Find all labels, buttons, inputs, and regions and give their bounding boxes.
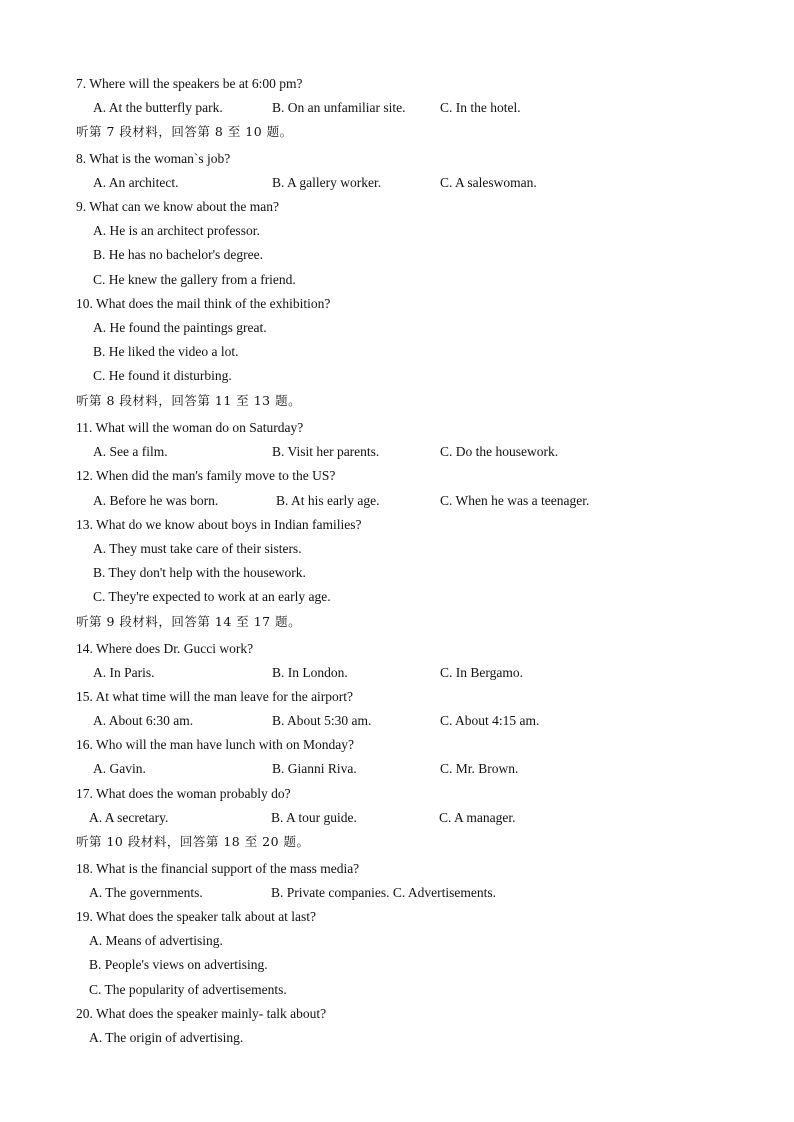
question-15: 15. At what time will the man leave for the airport? xyxy=(76,689,354,704)
section-heading-9: 听第 9 段材料，回答第 14 至 17 题。 xyxy=(76,614,302,629)
option-17a: A. A secretary. xyxy=(89,810,169,825)
option-8a: A. An architect. xyxy=(93,175,179,190)
option-20a: A. The origin of advertising. xyxy=(89,1030,244,1045)
option-19c: C. The popularity of advertisements. xyxy=(89,982,287,997)
option-19a: A. Means of advertising. xyxy=(89,933,223,948)
question-13: 13. What do we know about boys in Indian families? xyxy=(76,517,362,532)
option-10c: C. He found it disturbing. xyxy=(93,368,232,383)
section-heading-10: 听第 10 段材料，回答第 18 至 20 题。 xyxy=(76,834,310,849)
question-17: 17. What does the woman probably do? xyxy=(76,786,291,801)
question-18: 18. What is the financial support of the mass media? xyxy=(76,861,360,876)
question-9: 9. What can we know about the man? xyxy=(76,199,279,214)
question-16: 16. Who will the man have lunch with on Monday? xyxy=(76,737,354,752)
option-14b: B. In London. xyxy=(272,665,348,680)
option-14c: C. In Bergamo. xyxy=(440,665,523,680)
option-16b: B. Gianni Riva. xyxy=(272,761,357,776)
section-heading-8: 听第 8 段材料，回答第 11 至 13 题。 xyxy=(76,393,302,408)
option-11b: B. Visit her parents. xyxy=(272,444,380,459)
option-10b: B. He liked the video a lot. xyxy=(93,344,239,359)
option-16c: C. Mr. Brown. xyxy=(440,761,519,776)
option-13b: B. They don't help with the housework. xyxy=(93,565,306,580)
option-15c: C. About 4:15 am. xyxy=(440,713,540,728)
option-11a: A. See a film. xyxy=(93,444,168,459)
option-18a: A. The governments. xyxy=(89,885,203,900)
question-8: 8. What is the woman`s job? xyxy=(76,151,231,166)
question-19: 19. What does the speaker talk about at last? xyxy=(76,909,317,924)
question-12: 12. When did the man's family move to the US? xyxy=(76,468,336,483)
question-20: 20. What does the speaker mainly- talk about? xyxy=(76,1006,327,1021)
option-18bc: B. Private companies. C. Advertisements. xyxy=(271,885,496,900)
option-17b: B. A tour guide. xyxy=(271,810,357,825)
option-11c: C. Do the housework. xyxy=(440,444,559,459)
option-7c: C. In the hotel. xyxy=(440,100,521,115)
option-16a: A. Gavin. xyxy=(93,761,146,776)
option-9a: A. He is an architect professor. xyxy=(93,223,260,238)
option-17c: C. A manager. xyxy=(439,810,516,825)
option-15b: B. About 5:30 am. xyxy=(272,713,372,728)
question-7: 7. Where will the speakers be at 6:00 pm? xyxy=(76,76,303,91)
question-11: 11. What will the woman do on Saturday? xyxy=(76,420,304,435)
option-13c: C. They're expected to work at an early age. xyxy=(93,589,331,604)
question-10: 10. What does the mail think of the exhibition? xyxy=(76,296,331,311)
option-8b: B. A gallery worker. xyxy=(272,175,382,190)
option-10a: A. He found the paintings great. xyxy=(93,320,267,335)
option-9b: B. He has no bachelor's degree. xyxy=(93,247,263,262)
option-8c: C. A saleswoman. xyxy=(440,175,537,190)
option-9c: C. He knew the gallery from a friend. xyxy=(93,272,296,287)
question-14: 14. Where does Dr. Gucci work? xyxy=(76,641,254,656)
option-7a: A. At the butterfly park. xyxy=(93,100,223,115)
section-heading-7: 听第 7 段材料，回答第 8 至 10 题。 xyxy=(76,124,293,139)
option-13a: A. They must take care of their sisters. xyxy=(93,541,302,556)
option-14a: A. In Paris. xyxy=(93,665,155,680)
option-7b: B. On an unfamiliar site. xyxy=(272,100,406,115)
option-15a: A. About 6:30 am. xyxy=(93,713,194,728)
option-19b: B. People's views on advertising. xyxy=(89,957,268,972)
option-12c: C. When he was a teenager. xyxy=(440,493,590,508)
option-12b: B. At his early age. xyxy=(276,493,380,508)
option-12a: A. Before he was born. xyxy=(93,493,219,508)
